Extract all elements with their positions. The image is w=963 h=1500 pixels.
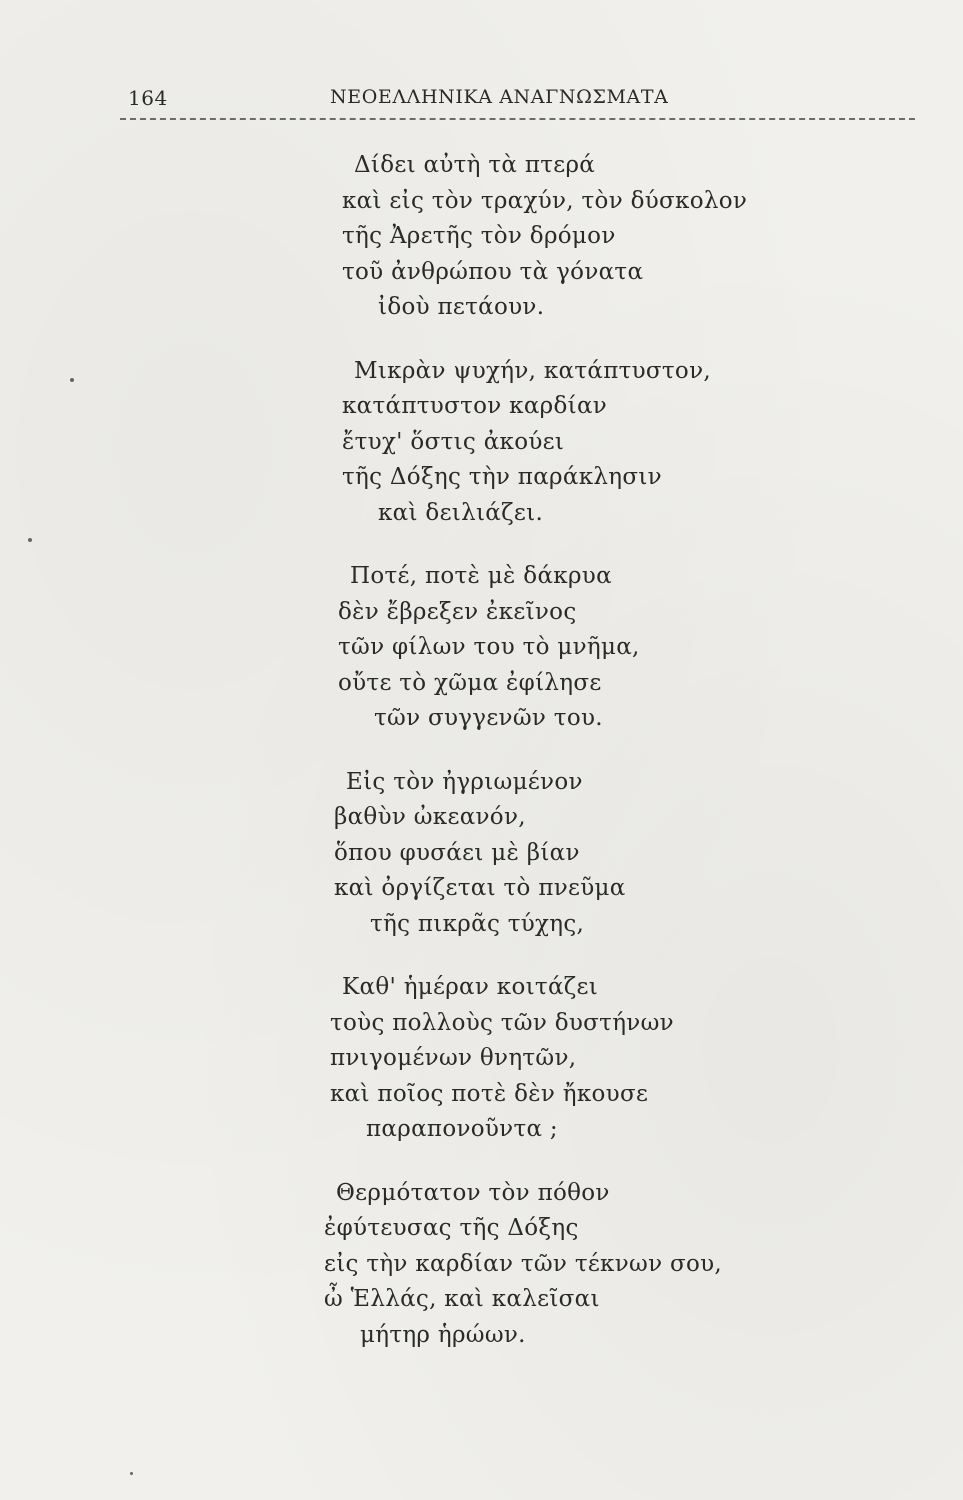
poem-line: καὶ ποῖος ποτὲ δὲν ἤκουσε — [330, 1080, 649, 1107]
running-title: ΝΕΟΕΛΛΗΝΙΚΑ ΑΝΑΓΝΩΣΜΑΤΑ — [330, 86, 669, 108]
poem-line: παραπονοῦντα ; — [366, 1116, 558, 1142]
poem-line: Καθ' ἡμέραν κοιτάζει — [342, 974, 599, 1000]
stanza-3 — [338, 559, 750, 737]
poem-line: πνιγομένων θνητῶν, — [330, 1045, 577, 1071]
poem-line: δὲν ἔβρεξεν ἐκεῖνος — [338, 598, 577, 625]
poem-line: κατάπτυστον καρδίαν — [342, 393, 608, 419]
poem-line: τοὺς πολλοὺς τῶν δυστήνων — [330, 1009, 674, 1036]
poem-line: μήτηρ ἡρώων. — [360, 1321, 526, 1348]
stanza-5 — [330, 970, 750, 1148]
poem-line: τῆς Δόξης τὴν παράκλησιν — [342, 464, 662, 490]
stanza-6 — [324, 1176, 750, 1354]
poem-line: Δίδει αὐτὴ τὰ πτερά — [354, 152, 596, 178]
poem-line: βαθὺν ὠκεανόν, — [334, 804, 526, 830]
poem-line: Μικρὰν ψυχήν, κατάπτυστον, — [354, 357, 711, 384]
poem-line: τοῦ ἀνθρώπου τὰ γόνατα — [342, 258, 644, 285]
poem-line: ἰδοὺ πετάουν. — [378, 294, 545, 320]
poem-line: οὔτε τὸ χῶμα ἐφίλησε — [338, 669, 602, 696]
poem-line: ἔτυχ' ὅστις ἀκούει — [342, 428, 565, 455]
poem-line: τῆς πικρᾶς τύχης, — [370, 910, 585, 937]
running-head — [120, 82, 915, 122]
page-number: 164 — [128, 86, 168, 110]
poem-line: ἐφύτευσας τῆς Δόξης — [324, 1215, 579, 1241]
poem-line: καὶ ὀργίζεται τὸ πνεῦμα — [334, 875, 626, 901]
poem-line: τῶν συγγενῶν του. — [374, 705, 603, 731]
poem-line: καὶ εἰς τὸν τραχύν, τὸν δύσκολον — [342, 187, 748, 214]
ink-speck — [70, 378, 74, 382]
poem-line: καὶ δειλιάζει. — [378, 499, 544, 526]
poem-line: τῶν φίλων του τὸ μνῆμα, — [338, 634, 640, 660]
stanza-1 — [342, 148, 750, 326]
stanza-4 — [334, 765, 750, 943]
poem-line: Εἰς τὸν ἠγριωμένον — [346, 768, 583, 795]
ink-speck — [28, 538, 32, 542]
poem-line: Ποτέ, ποτὲ μὲ δάκρυα — [350, 563, 612, 589]
stanza-2 — [342, 354, 750, 532]
header-rule — [120, 118, 915, 120]
poem-line: ὅπου φυσάει μὲ βίαν — [334, 839, 580, 866]
poem-line: Θερμότατον τὸν πόθον — [336, 1179, 610, 1206]
poem-line: ὦ Ἑλλάς, καὶ καλεῖσαι — [324, 1286, 600, 1312]
poem — [324, 148, 750, 1381]
poem-line: εἰς τὴν καρδίαν τῶν τέκνων σου, — [324, 1250, 722, 1277]
ink-speck — [130, 1472, 133, 1475]
poem-line: τῆς Ἀρετῆς τὸν δρόμον — [342, 223, 616, 249]
